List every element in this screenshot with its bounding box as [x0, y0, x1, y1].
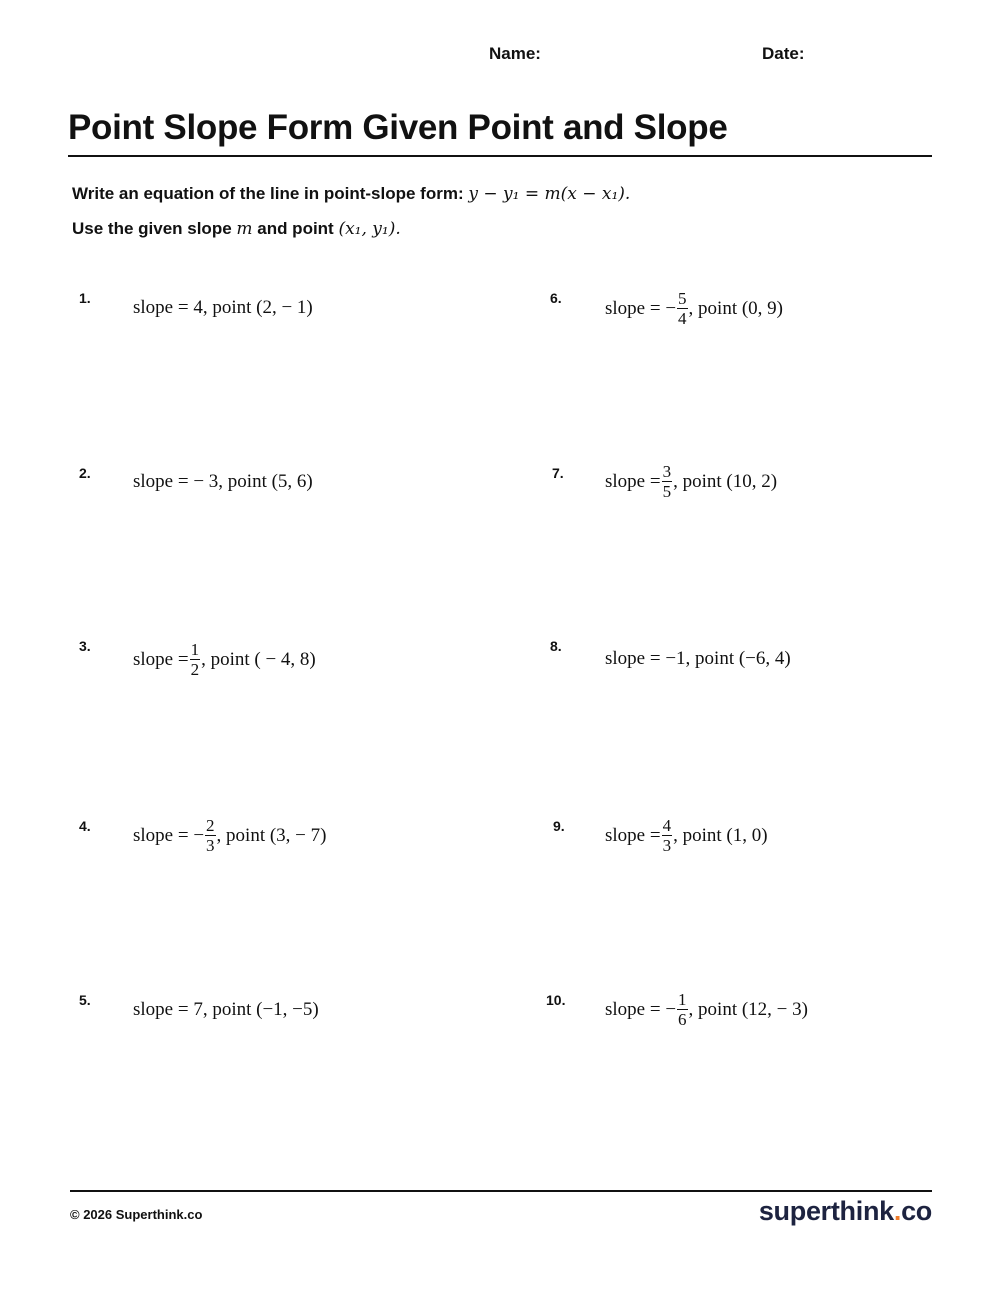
instruction-line-2 — [72, 219, 401, 239]
logo-dot: . — [893, 1196, 902, 1226]
point-slope-formula: y − y₁ = m(x − x₁). — [468, 184, 631, 204]
superthink-logo — [759, 1196, 932, 1227]
problem-2 — [133, 471, 313, 493]
problem-text: slope = − — [605, 297, 677, 319]
problem-point: , point (10, 2) — [673, 470, 778, 492]
name-label: Name: — [489, 44, 541, 63]
problem-text: slope = 4, point (2, − 1) — [133, 297, 313, 318]
problem-text: slope = −1, point (−6, 4) — [605, 648, 791, 669]
point-variable: (x₁, y₁). — [338, 219, 401, 239]
problem-point: , point (12, − 3) — [688, 998, 808, 1020]
problem-3 — [133, 641, 316, 678]
fraction-denominator: 4 — [678, 309, 687, 328]
copyright: © 2026 Superthink.co — [70, 1207, 203, 1222]
fraction-numerator: 1 — [678, 990, 687, 1009]
fraction-denominator: 3 — [206, 836, 215, 855]
problem-number: 2. — [79, 465, 91, 481]
problem-point: , point (0, 9) — [688, 297, 784, 319]
instruction-line-1 — [72, 184, 630, 204]
problem-text: slope = — [605, 470, 661, 492]
problem-6 — [605, 290, 783, 327]
problem-number: 3. — [79, 638, 91, 654]
instruction-text-b: and point — [252, 219, 339, 238]
problem-number: 5. — [79, 992, 91, 1008]
problem-text: slope = − — [133, 824, 205, 846]
problem-text: slope = 7, point (−1, −5) — [133, 999, 319, 1020]
problem-text: slope = — [605, 824, 661, 846]
footer-divider — [70, 1190, 932, 1192]
instruction-text: Write an equation of the line in point-slope form: — [72, 184, 469, 203]
problem-text: slope = — [133, 648, 189, 670]
slope-fraction — [662, 817, 673, 854]
fraction-denominator: 3 — [662, 836, 672, 855]
slope-fraction — [205, 817, 216, 854]
title-divider — [68, 155, 932, 157]
problem-number: 6. — [550, 290, 562, 306]
problem-7 — [605, 463, 777, 500]
instruction-text-a: Use the given slope — [72, 219, 237, 238]
fraction-numerator: 4 — [662, 816, 672, 835]
logo-text: superthink — [758, 1196, 894, 1226]
problem-text: slope = − — [605, 998, 677, 1020]
fraction-denominator: 2 — [190, 660, 200, 679]
problem-point: , point ( − 4, 8) — [201, 648, 316, 670]
fraction-numerator: 1 — [190, 640, 200, 659]
problem-1 — [133, 297, 313, 319]
date-label: Date: — [762, 44, 805, 63]
logo-suffix: co — [901, 1196, 932, 1226]
problem-number: 9. — [553, 818, 565, 834]
problem-4 — [133, 817, 326, 854]
problem-point: , point (1, 0) — [673, 824, 768, 846]
problem-number: 4. — [79, 818, 91, 834]
problem-9 — [605, 817, 768, 854]
fraction-numerator: 2 — [206, 816, 215, 835]
slope-fraction — [677, 290, 688, 327]
problem-10 — [605, 991, 808, 1028]
page-title: Point Slope Form Given Point and Slope — [68, 108, 728, 147]
fraction-numerator: 3 — [662, 462, 672, 481]
problem-8 — [605, 648, 791, 670]
problem-number: 1. — [79, 290, 91, 306]
problem-number: 10. — [546, 992, 566, 1008]
slope-fraction — [190, 641, 201, 678]
slope-variable: m — [236, 219, 253, 239]
fraction-numerator: 5 — [678, 289, 687, 308]
problem-number: 8. — [550, 638, 562, 654]
problem-number: 7. — [552, 465, 564, 481]
slope-fraction — [677, 991, 688, 1028]
problem-5 — [133, 999, 319, 1021]
slope-fraction — [662, 463, 673, 500]
problem-text: slope = − 3, point (5, 6) — [133, 471, 313, 492]
problem-point: , point (3, − 7) — [216, 824, 327, 846]
fraction-denominator: 6 — [678, 1010, 687, 1029]
fraction-denominator: 5 — [662, 482, 672, 501]
